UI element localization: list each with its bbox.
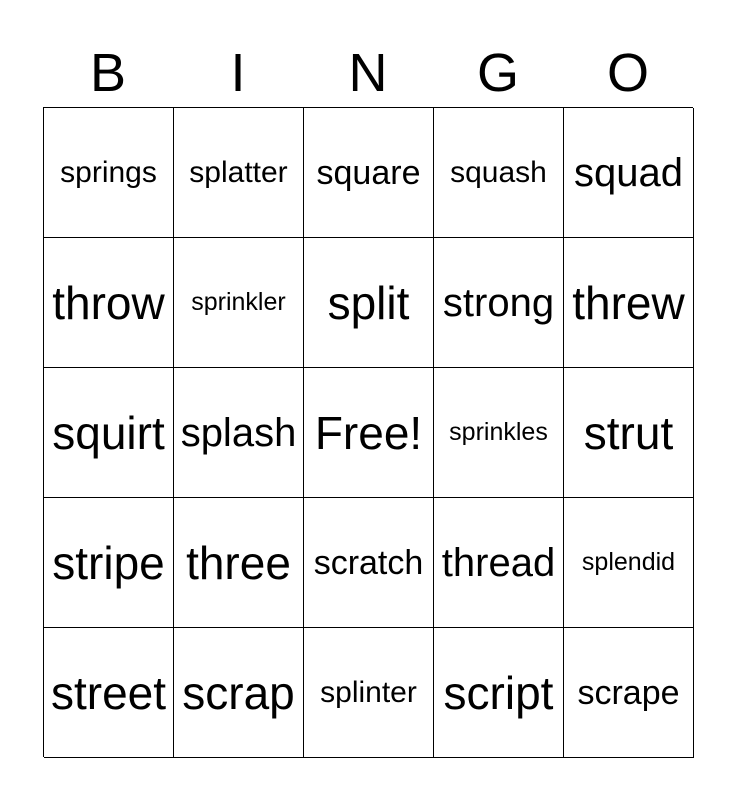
bingo-cell[interactable]: squad: [564, 108, 694, 238]
bingo-cell[interactable]: three: [174, 498, 304, 628]
bingo-cell[interactable]: splendid: [564, 498, 694, 628]
bingo-cell[interactable]: throw: [44, 238, 174, 368]
bingo-cell[interactable]: splinter: [304, 628, 434, 758]
bingo-cell[interactable]: strut: [564, 368, 694, 498]
bingo-cell[interactable]: springs: [44, 108, 174, 238]
bingo-cell[interactable]: split: [304, 238, 434, 368]
header-letter-n: N: [348, 43, 388, 103]
bingo-cell[interactable]: script: [434, 628, 564, 758]
bingo-board: [43, 107, 693, 757]
header-letter-g: G: [476, 43, 519, 103]
bingo-cell[interactable]: squirt: [44, 368, 174, 498]
header-letter-b: B: [89, 43, 127, 103]
bingo-cell[interactable]: scratch: [304, 498, 434, 628]
bingo-cell[interactable]: strong: [434, 238, 564, 368]
bingo-cell[interactable]: squash: [434, 108, 564, 238]
bingo-cell[interactable]: stripe: [44, 498, 174, 628]
bingo-cell[interactable]: sprinkler: [174, 238, 304, 368]
bingo-cell[interactable]: square: [304, 108, 434, 238]
bingo-cell[interactable]: threw: [564, 238, 694, 368]
bingo-cell[interactable]: scrap: [174, 628, 304, 758]
bingo-cell[interactable]: splash: [174, 368, 304, 498]
bingo-cell[interactable]: thread: [434, 498, 564, 628]
header-letter-i: I: [230, 43, 246, 103]
bingo-cell-free-space[interactable]: Free!: [304, 368, 434, 498]
bingo-cell[interactable]: sprinkles: [434, 368, 564, 498]
header-letter-o: O: [606, 43, 649, 103]
bingo-cell[interactable]: street: [44, 628, 174, 758]
bingo-header: [43, 40, 693, 106]
bingo-cell[interactable]: splatter: [174, 108, 304, 238]
bingo-cell[interactable]: scrape: [564, 628, 694, 758]
